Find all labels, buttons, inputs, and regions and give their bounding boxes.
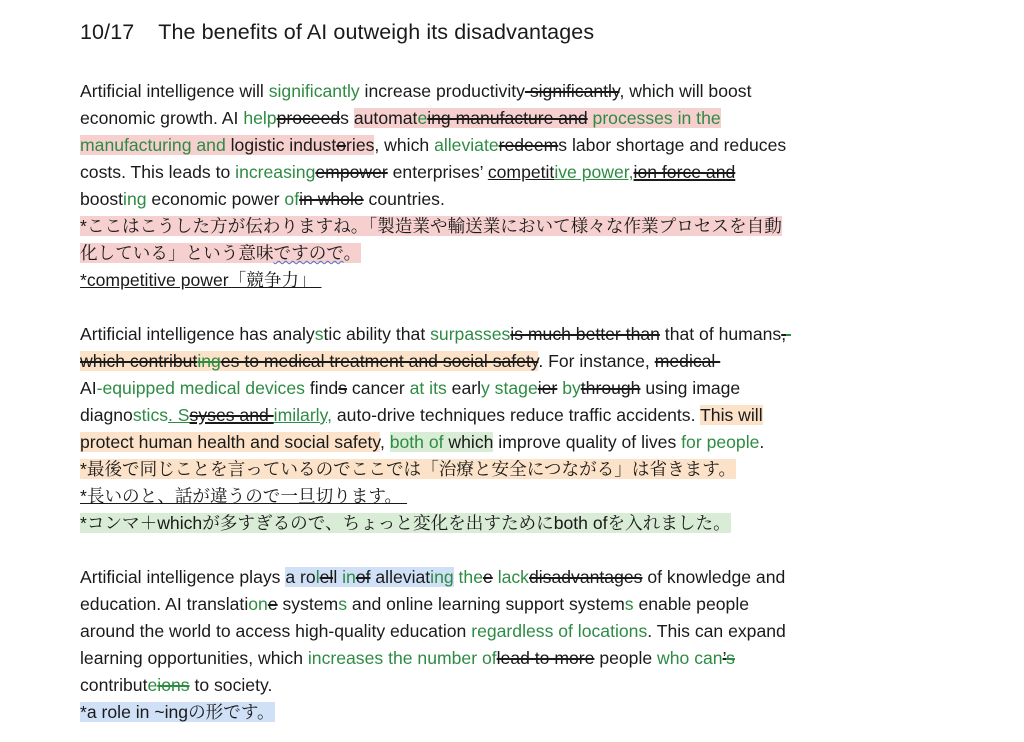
text-line bbox=[80, 456, 736, 482]
text-segment: e bbox=[417, 108, 428, 128]
text-segment: find bbox=[304, 378, 339, 398]
text-segment: , which will boost bbox=[619, 81, 752, 101]
text-segment: increasing bbox=[235, 162, 316, 182]
text-segment: costs. This leads to bbox=[80, 162, 236, 182]
text-segment: system bbox=[277, 594, 339, 614]
text-segment: s bbox=[726, 648, 735, 668]
text-segment: redeem bbox=[498, 135, 559, 155]
text-line bbox=[80, 510, 731, 536]
text-segment bbox=[786, 324, 791, 344]
text-segment: s bbox=[338, 378, 348, 398]
text-segment: ですので bbox=[273, 243, 344, 263]
text-segment: ing manufacture and bbox=[427, 108, 588, 128]
text-segment: both of bbox=[389, 432, 449, 452]
text-segment bbox=[588, 108, 593, 128]
text-segment: *ここはこうした方が伝わりますね。「製造業や輸送業において様々な作業プロセスを自動 bbox=[80, 216, 782, 236]
text-segment: *competitive power「競争力」 bbox=[80, 270, 322, 290]
text-segment: which contribut bbox=[80, 351, 198, 371]
text-segment: ive power, bbox=[554, 162, 634, 182]
text-line bbox=[80, 645, 735, 671]
text-segment: lack bbox=[497, 567, 529, 587]
text-segment: s bbox=[624, 594, 634, 614]
text-line bbox=[80, 213, 782, 239]
text-segment: s bbox=[338, 594, 348, 614]
text-segment: automat bbox=[353, 108, 418, 128]
text-segment: el bbox=[319, 567, 334, 587]
text-segment: that of humans bbox=[659, 324, 782, 344]
text-segment: countries. bbox=[363, 189, 445, 209]
text-segment: l bbox=[315, 567, 320, 587]
text-segment: using image bbox=[640, 378, 741, 398]
text-segment: e bbox=[483, 567, 493, 587]
text-segment: disadvantages bbox=[528, 567, 643, 587]
text-segment: cancer bbox=[347, 378, 410, 398]
text-segment: improve quality of lives bbox=[493, 432, 682, 452]
text-line bbox=[80, 564, 785, 590]
text-segment: alleviat bbox=[370, 567, 431, 587]
text-segment: economic growth. AI bbox=[80, 108, 244, 128]
text-segment: is much better than bbox=[510, 324, 660, 344]
text-segment: at its bbox=[409, 378, 447, 398]
text-segment: s bbox=[340, 108, 354, 128]
text-segment: increase productivity bbox=[359, 81, 525, 101]
text-segment: , which bbox=[374, 135, 435, 155]
text-segment: ing bbox=[430, 567, 454, 587]
text-segment: y stage bbox=[481, 378, 538, 398]
text-segment: a ro bbox=[285, 567, 316, 587]
text-segment: 化している」という意味 bbox=[80, 243, 274, 263]
text-segment: . bbox=[759, 432, 765, 452]
text-segment: diagno bbox=[80, 405, 133, 425]
text-segment: imilarly, bbox=[273, 405, 332, 425]
text-segment: boost bbox=[80, 189, 124, 209]
document-title: 10/17 The benefits of AI outweigh its disadvantages bbox=[80, 20, 595, 44]
text-segment: ries bbox=[346, 135, 375, 155]
text-line bbox=[80, 591, 749, 617]
text-segment: around the world to access high-quality education bbox=[80, 621, 472, 641]
text-segment: by bbox=[562, 378, 581, 398]
text-segment: ing bbox=[197, 351, 221, 371]
text-segment: 。 bbox=[343, 243, 362, 263]
text-segment: significantly bbox=[268, 81, 360, 101]
text-segment: alleviate bbox=[434, 135, 499, 155]
text-line bbox=[80, 159, 735, 185]
text-line bbox=[80, 240, 361, 266]
text-segment: significantly bbox=[524, 81, 620, 101]
text-segment: through bbox=[580, 378, 641, 398]
text-segment: lead to more bbox=[496, 648, 595, 668]
text-segment: empower bbox=[315, 162, 388, 182]
text-line bbox=[80, 699, 275, 725]
text-segment: s labor shortage and reduces bbox=[558, 135, 787, 155]
text-segment: regardless of locations bbox=[471, 621, 648, 641]
text-line bbox=[80, 618, 786, 644]
text-line bbox=[80, 348, 720, 374]
text-segment: . This can expand bbox=[647, 621, 786, 641]
text-segment: . S bbox=[168, 405, 190, 425]
text-segment: economic power bbox=[146, 189, 285, 209]
text-segment: *コンマ＋whichが多すぎるので、ちょっと変化を出すためにboth ofを入れました。 bbox=[80, 513, 731, 533]
text-segment: e bbox=[147, 675, 158, 695]
text-segment: of bbox=[284, 189, 300, 209]
text-segment: surpasses bbox=[430, 324, 511, 344]
text-segment: syses and bbox=[189, 405, 274, 425]
text-segment: and online learning support system bbox=[347, 594, 625, 614]
text-line bbox=[80, 375, 740, 401]
text-segment: *a role in ~ingの形です。 bbox=[80, 702, 275, 722]
text-segment: proceed bbox=[276, 108, 341, 128]
text-segment: *最後で同じことを言っているのでここでは「治療と安全につながる」は省きます。 bbox=[80, 459, 737, 479]
text-segment: the bbox=[458, 567, 483, 587]
text-line bbox=[80, 672, 272, 698]
text-segment: competit bbox=[487, 162, 555, 182]
text-segment: o bbox=[336, 135, 347, 155]
text-segment: This will bbox=[700, 405, 763, 425]
text-segment: which bbox=[448, 432, 494, 452]
text-segment: ing bbox=[123, 189, 147, 209]
text-segment: earl bbox=[446, 378, 481, 398]
text-segment: for people bbox=[681, 432, 760, 452]
text-segment: auto-drive techniques reduce traffic accidents. bbox=[331, 405, 701, 425]
text-line bbox=[80, 267, 322, 293]
text-segment: of bbox=[355, 567, 371, 587]
text-segment: who can bbox=[657, 648, 723, 668]
text-segment: -equipped medical devices bbox=[96, 378, 305, 398]
text-segment: protect human health and social safety bbox=[80, 432, 380, 452]
text-segment: ier bbox=[537, 378, 558, 398]
text-segment: on bbox=[248, 594, 268, 614]
text-segment: in whole bbox=[299, 189, 364, 209]
text-segment: ion force and bbox=[633, 162, 736, 182]
text-segment: stics bbox=[132, 405, 169, 425]
text-segment: Artificial intelligence has analy bbox=[80, 324, 315, 344]
text-line bbox=[80, 186, 445, 212]
text-segment: contribut bbox=[80, 675, 148, 695]
text-segment: *長いのと、話が違うので一旦切ります。 bbox=[80, 486, 408, 506]
text-segment: enable people bbox=[633, 594, 750, 614]
text-segment: enterprises’ bbox=[387, 162, 488, 182]
text-line bbox=[80, 483, 407, 509]
text-segment: processes in the bbox=[592, 108, 721, 128]
text-segment: ’ bbox=[722, 648, 727, 668]
text-segment: medical bbox=[654, 351, 721, 371]
text-segment: . For instance, bbox=[538, 351, 655, 371]
text-segment: , bbox=[781, 324, 787, 344]
text-line bbox=[80, 321, 791, 347]
text-segment: learning opportunities, which bbox=[80, 648, 308, 668]
text-segment: education. AI translati bbox=[80, 594, 249, 614]
text-line bbox=[80, 78, 751, 104]
text-segment: help bbox=[243, 108, 277, 128]
text-segment: to society. bbox=[189, 675, 273, 695]
text-segment: Artificial intelligence plays bbox=[80, 567, 286, 587]
text-segment: increases the number of bbox=[307, 648, 497, 668]
text-segment: people bbox=[594, 648, 658, 668]
text-segment: Artificial intelligence will bbox=[80, 81, 269, 101]
text-segment: logistic indust bbox=[230, 135, 337, 155]
text-line bbox=[80, 402, 763, 428]
text-segment: e bbox=[267, 594, 278, 614]
text-line bbox=[80, 132, 786, 158]
text-segment: of knowledge and bbox=[642, 567, 786, 587]
text-segment: in bbox=[342, 567, 356, 587]
text-segment: , bbox=[379, 432, 390, 452]
text-line bbox=[80, 429, 764, 455]
text-segment: l bbox=[333, 567, 343, 587]
text-segment: es to medical treatment and social safety bbox=[220, 351, 539, 371]
text-segment: ions bbox=[157, 675, 190, 695]
text-segment: AI bbox=[80, 378, 97, 398]
text-line bbox=[80, 105, 721, 131]
text-segment: manufacturing and bbox=[80, 135, 231, 155]
text-segment: s bbox=[314, 324, 324, 344]
text-segment: tic ability that bbox=[323, 324, 431, 344]
